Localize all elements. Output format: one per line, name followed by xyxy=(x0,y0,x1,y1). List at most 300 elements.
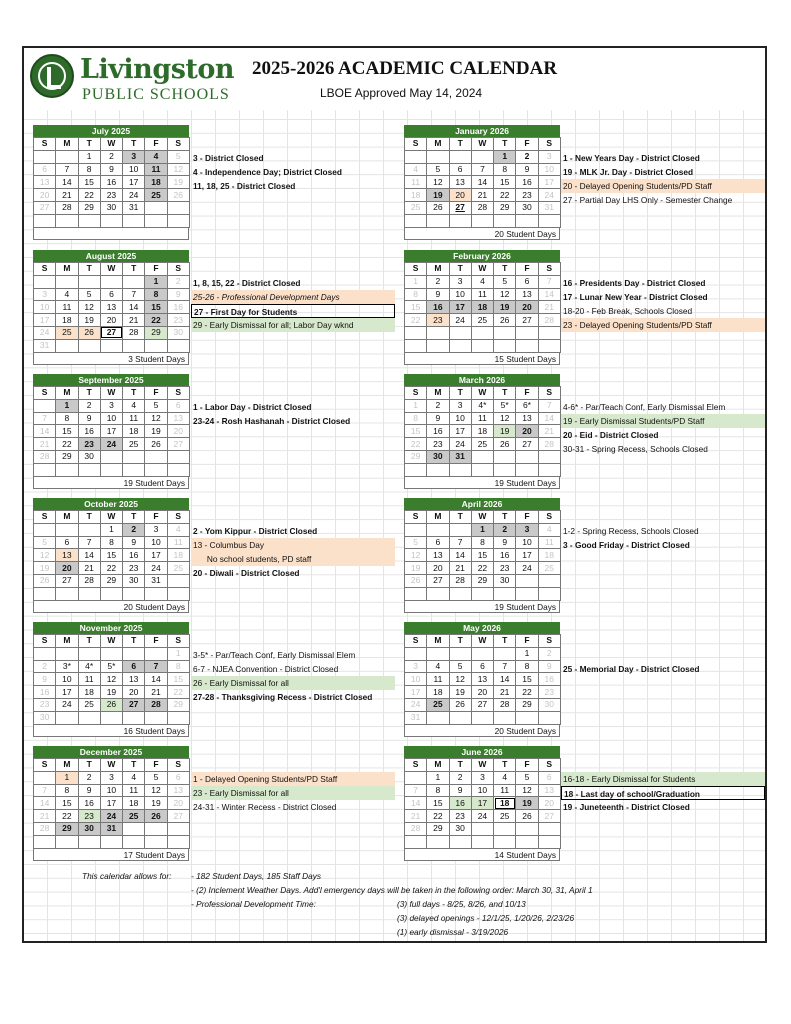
weekday-header: M xyxy=(427,387,449,400)
student-days-count: 20 Student Days xyxy=(404,228,560,240)
weekday-header: S xyxy=(538,387,560,400)
event-note: 19 - MLK Jr. Day - District Closed xyxy=(563,167,694,177)
empty-cell xyxy=(100,450,122,463)
day-cell: 25 xyxy=(145,189,167,202)
day-cell: 27 xyxy=(34,201,56,214)
event-note: 1-2 - Spring Recess, Schools Closed xyxy=(563,526,699,536)
weekday-header: F xyxy=(516,263,538,276)
day-cell: 18 xyxy=(123,425,145,438)
empty-cell xyxy=(145,835,167,848)
empty-cell xyxy=(494,326,516,339)
event-note: 23 - Early Dismissal for all xyxy=(191,786,395,800)
empty-cell xyxy=(449,463,471,476)
weekday-header: S xyxy=(34,138,56,151)
weekday-header: S xyxy=(167,635,189,648)
empty-cell xyxy=(427,150,449,163)
day-cell: 13 xyxy=(471,673,493,686)
empty-cell xyxy=(123,339,145,352)
empty-cell xyxy=(78,647,100,660)
day-cell: 6 xyxy=(100,288,122,301)
month-jul xyxy=(33,125,189,240)
weekday-header: T xyxy=(449,138,471,151)
day-cell: 16 xyxy=(427,425,449,438)
day-cell: 1 xyxy=(471,523,493,536)
day-cell: 11 xyxy=(494,784,516,797)
empty-cell xyxy=(167,201,189,214)
day-cell: 6 xyxy=(538,771,560,784)
day-cell: 5 xyxy=(167,150,189,163)
day-cell: 9 xyxy=(538,660,560,673)
calendar-page xyxy=(22,46,767,943)
footer-line-days: - 182 Student Days, 185 Staff Days xyxy=(191,871,322,881)
header xyxy=(24,48,765,110)
day-cell: 16 xyxy=(538,673,560,686)
empty-cell xyxy=(145,339,167,352)
empty-cell xyxy=(516,574,538,587)
day-cell: 11 xyxy=(145,163,167,176)
day-cell: 7 xyxy=(538,399,560,412)
weekday-header: S xyxy=(34,387,56,400)
month-notes-mar xyxy=(561,400,765,456)
month-dec xyxy=(33,746,189,861)
day-cell: 10 xyxy=(405,673,427,686)
day-cell: 12 xyxy=(427,176,449,189)
day-cell: 19 xyxy=(100,686,122,699)
day-cell: 20 xyxy=(516,301,538,314)
day-cell: 16 xyxy=(449,797,471,810)
school-subtitle: PUBLIC SCHOOLS xyxy=(82,86,230,103)
empty-cell xyxy=(145,822,167,835)
approval-note: LBOE Approved May 14, 2024 xyxy=(320,86,483,100)
empty-cell xyxy=(78,587,100,600)
day-cell: 26 xyxy=(449,698,471,711)
day-cell: 17 xyxy=(123,176,145,189)
empty-cell xyxy=(516,450,538,463)
day-cell: 8 xyxy=(427,784,449,797)
day-cell: 4 xyxy=(167,523,189,536)
empty-cell xyxy=(471,450,493,463)
empty-cell xyxy=(405,587,427,600)
day-cell: 10 xyxy=(145,536,167,549)
empty-cell xyxy=(167,339,189,352)
day-cell: 15 xyxy=(145,301,167,314)
day-cell: 1 xyxy=(100,523,122,536)
day-cell: 8 xyxy=(516,660,538,673)
weekday-header: T xyxy=(123,387,145,400)
day-cell: 10 xyxy=(34,301,56,314)
day-cell: 6 xyxy=(427,536,449,549)
day-cell: 2 xyxy=(100,150,122,163)
event-note: 4 - Independence Day; District Closed xyxy=(193,167,342,177)
day-cell: 25 xyxy=(167,562,189,575)
weekday-header: T xyxy=(449,387,471,400)
day-cell: 8 xyxy=(405,412,427,425)
day-cell: 17 xyxy=(100,425,122,438)
day-cell: 27 xyxy=(516,314,538,327)
event-note xyxy=(561,648,765,662)
empty-cell xyxy=(471,587,493,600)
day-cell: 25 xyxy=(494,810,516,823)
day-cell: 19 xyxy=(145,797,167,810)
empty-cell xyxy=(100,214,122,227)
day-cell: 4 xyxy=(145,150,167,163)
day-cell: 3 xyxy=(100,771,122,784)
day-cell: 12 xyxy=(494,288,516,301)
day-cell: 3 xyxy=(449,399,471,412)
day-cell: 16 xyxy=(494,549,516,562)
weekday-header: S xyxy=(167,387,189,400)
day-cell: 3 xyxy=(123,150,145,163)
day-cell: 23 xyxy=(167,314,189,327)
day-cell: 14 xyxy=(449,549,471,562)
day-cell: 9 xyxy=(427,412,449,425)
weekday-header: T xyxy=(449,759,471,772)
empty-cell xyxy=(494,822,516,835)
event-note: 16 - Presidents Day - District Closed xyxy=(563,278,706,288)
day-cell: 1 xyxy=(78,150,100,163)
empty-cell xyxy=(471,150,493,163)
day-cell: 28 xyxy=(123,326,145,339)
weekday-header: F xyxy=(145,511,167,524)
event-note: 18 - Last day of school/Graduation xyxy=(561,786,765,800)
empty-cell xyxy=(34,771,56,784)
day-cell: 14 xyxy=(538,412,560,425)
day-cell: 10 xyxy=(56,673,78,686)
empty-cell xyxy=(78,463,100,476)
day-cell: 23 xyxy=(538,686,560,699)
day-cell: 8 xyxy=(167,660,189,673)
event-note: 3 - District Closed xyxy=(193,153,264,163)
day-cell: 21 xyxy=(145,686,167,699)
empty-cell xyxy=(34,150,56,163)
day-cell: 29 xyxy=(100,574,122,587)
empty-cell xyxy=(538,574,560,587)
day-cell: 18 xyxy=(471,425,493,438)
day-cell: 16 xyxy=(100,176,122,189)
day-cell: 7 xyxy=(78,536,100,549)
empty-cell xyxy=(405,835,427,848)
day-cell: 23 xyxy=(100,189,122,202)
day-cell: 30 xyxy=(538,698,560,711)
day-cell: 11 xyxy=(167,536,189,549)
weekday-header: S xyxy=(405,759,427,772)
event-note: 25 - Memorial Day - District Closed xyxy=(563,664,700,674)
empty-cell xyxy=(145,214,167,227)
day-cell: 6 xyxy=(56,536,78,549)
weekday-header: M xyxy=(427,263,449,276)
weekday-header: M xyxy=(427,511,449,524)
day-cell: 10 xyxy=(449,288,471,301)
day-cell: 4 xyxy=(538,523,560,536)
day-cell: 12 xyxy=(494,412,516,425)
empty-cell xyxy=(494,587,516,600)
day-cell: 20 xyxy=(167,425,189,438)
day-cell: 24 xyxy=(34,326,56,339)
day-cell: 10 xyxy=(100,412,122,425)
footer-pd-full-days: (3) full days - 8/25, 8/26, and 10/13 xyxy=(397,899,526,909)
footer-pd-early: (1) early dismissal - 3/19/2026 xyxy=(397,927,509,937)
weekday-header: T xyxy=(78,635,100,648)
day-cell: 31 xyxy=(100,822,122,835)
day-cell: 28 xyxy=(78,574,100,587)
month-title: April 2026 xyxy=(404,498,560,510)
day-cell: 24 xyxy=(449,314,471,327)
weekday-header: T xyxy=(494,759,516,772)
day-cell: 5 xyxy=(78,288,100,301)
empty-cell xyxy=(471,463,493,476)
day-cell: 9 xyxy=(427,288,449,301)
day-cell: 18 xyxy=(494,797,516,810)
day-cell: 28 xyxy=(538,314,560,327)
empty-cell xyxy=(123,835,145,848)
empty-cell xyxy=(516,711,538,724)
weekday-header: M xyxy=(427,759,449,772)
day-cell: 3 xyxy=(538,150,560,163)
empty-cell xyxy=(56,523,78,536)
weekday-header: T xyxy=(123,635,145,648)
weekday-header: T xyxy=(494,138,516,151)
month-title: June 2026 xyxy=(404,746,560,758)
empty-cell xyxy=(56,150,78,163)
empty-cell xyxy=(516,214,538,227)
month-notes-dec xyxy=(191,772,395,814)
day-cell: 2 xyxy=(78,399,100,412)
day-cell: 24 xyxy=(538,189,560,202)
day-cell: 4 xyxy=(471,275,493,288)
day-cell: 14 xyxy=(34,425,56,438)
empty-cell xyxy=(167,587,189,600)
day-cell: 2 xyxy=(34,660,56,673)
day-cell: 26 xyxy=(34,574,56,587)
day-cell: 24 xyxy=(516,562,538,575)
day-cell: 28 xyxy=(471,201,493,214)
weekday-header: F xyxy=(145,759,167,772)
day-cell: 30 xyxy=(78,822,100,835)
event-note: 20 - Eid - District Closed xyxy=(563,430,659,440)
day-cell: 21 xyxy=(538,425,560,438)
day-cell: 13 xyxy=(100,301,122,314)
day-cell: 7 xyxy=(123,288,145,301)
empty-cell xyxy=(123,275,145,288)
day-cell: 29 xyxy=(145,326,167,339)
weekday-header: S xyxy=(538,263,560,276)
month-title: August 2025 xyxy=(33,250,189,262)
event-note: 26 - Early Dismissal for all xyxy=(191,676,395,690)
month-notes-apr xyxy=(561,524,765,552)
day-cell: 23 xyxy=(123,562,145,575)
day-cell: 29 xyxy=(494,201,516,214)
empty-cell xyxy=(494,450,516,463)
day-cell: 27 xyxy=(449,201,471,214)
day-cell: 21 xyxy=(34,438,56,451)
footer-line-weather: - (2) Inclement Weather Days. Add'l emergency days will be taken in the following order: March 30, 31, April 1 xyxy=(191,885,593,895)
empty-cell xyxy=(494,835,516,848)
weekday-header: W xyxy=(100,138,122,151)
day-cell: 27 xyxy=(471,698,493,711)
day-cell: 5 xyxy=(405,536,427,549)
day-cell: 19 xyxy=(145,425,167,438)
weekday-header: W xyxy=(100,759,122,772)
day-cell: 12 xyxy=(145,784,167,797)
day-cell: 19 xyxy=(449,686,471,699)
day-cell: 6 xyxy=(471,660,493,673)
day-cell: 27 xyxy=(427,574,449,587)
day-cell: 22 xyxy=(494,189,516,202)
day-cell: 20 xyxy=(56,562,78,575)
day-cell: 20 xyxy=(34,189,56,202)
empty-cell xyxy=(471,822,493,835)
day-cell: 11 xyxy=(405,176,427,189)
weekday-header: F xyxy=(516,635,538,648)
day-cell: 26 xyxy=(427,201,449,214)
empty-cell xyxy=(405,523,427,536)
day-cell: 13 xyxy=(538,784,560,797)
day-cell: 4 xyxy=(494,771,516,784)
day-cell: 13 xyxy=(34,176,56,189)
day-cell: 29 xyxy=(405,450,427,463)
event-note: 13 - Columbus Day xyxy=(191,538,395,552)
day-cell: 18 xyxy=(538,549,560,562)
empty-cell xyxy=(78,711,100,724)
empty-cell xyxy=(427,214,449,227)
day-cell: 23 xyxy=(34,698,56,711)
empty-cell xyxy=(123,711,145,724)
empty-cell xyxy=(167,835,189,848)
day-cell: 15 xyxy=(494,176,516,189)
day-cell: 14 xyxy=(123,301,145,314)
empty-cell xyxy=(494,647,516,660)
empty-cell xyxy=(405,339,427,352)
empty-cell xyxy=(449,711,471,724)
empty-cell xyxy=(145,711,167,724)
day-cell: 22 xyxy=(145,314,167,327)
day-cell: 29 xyxy=(56,822,78,835)
student-days-count: 17 Student Days xyxy=(33,849,189,861)
day-cell: 15 xyxy=(167,673,189,686)
day-cell: 17 xyxy=(516,549,538,562)
day-cell: 17 xyxy=(471,797,493,810)
day-cell: 29 xyxy=(167,698,189,711)
empty-cell xyxy=(538,711,560,724)
empty-cell xyxy=(56,835,78,848)
day-cell: 30 xyxy=(449,822,471,835)
day-cell: 2 xyxy=(167,275,189,288)
empty-cell xyxy=(100,463,122,476)
day-cell: 22 xyxy=(56,438,78,451)
day-cell: 17 xyxy=(449,301,471,314)
day-cell: 23 xyxy=(78,810,100,823)
day-cell: 22 xyxy=(405,314,427,327)
day-cell: 26 xyxy=(100,698,122,711)
day-cell: 24 xyxy=(56,698,78,711)
student-days-count: 3 Student Days xyxy=(33,353,189,365)
empty-cell xyxy=(471,326,493,339)
day-cell: 15 xyxy=(100,549,122,562)
day-cell: 9 xyxy=(449,784,471,797)
day-cell: 3 xyxy=(471,771,493,784)
day-cell: 18 xyxy=(167,549,189,562)
weekday-header: S xyxy=(167,138,189,151)
weekday-header: F xyxy=(516,759,538,772)
empty-cell xyxy=(449,150,471,163)
empty-cell xyxy=(427,463,449,476)
day-cell: 25 xyxy=(123,438,145,451)
empty-cell xyxy=(100,275,122,288)
day-cell: 8 xyxy=(405,288,427,301)
event-note: 1, 8, 15, 22 - District Closed xyxy=(193,278,301,288)
day-cell: 16 xyxy=(78,425,100,438)
day-cell: 9 xyxy=(516,163,538,176)
weekday-header: M xyxy=(56,511,78,524)
day-cell: 19 xyxy=(405,562,427,575)
day-cell: 9 xyxy=(494,536,516,549)
day-cell: 7 xyxy=(449,536,471,549)
day-cell: 31 xyxy=(145,574,167,587)
day-cell: 16 xyxy=(123,549,145,562)
day-cell: 22 xyxy=(471,562,493,575)
day-cell: 2 xyxy=(538,647,560,660)
day-cell: 20 xyxy=(449,189,471,202)
weekday-header: W xyxy=(100,387,122,400)
event-note: 20 - Delayed Opening Students/PD Staff xyxy=(561,179,765,193)
empty-cell xyxy=(123,587,145,600)
empty-cell xyxy=(538,587,560,600)
weekday-header: W xyxy=(100,635,122,648)
day-cell: 4* xyxy=(78,660,100,673)
day-cell: 15 xyxy=(471,549,493,562)
empty-cell xyxy=(167,574,189,587)
weekday-header: T xyxy=(449,511,471,524)
day-cell: 26 xyxy=(145,438,167,451)
day-cell: 8 xyxy=(145,288,167,301)
empty-cell xyxy=(145,647,167,660)
empty-cell xyxy=(427,711,449,724)
empty-cell xyxy=(56,275,78,288)
weekday-header: S xyxy=(34,511,56,524)
day-cell: 28 xyxy=(405,822,427,835)
month-jan xyxy=(404,125,560,240)
empty-cell xyxy=(427,326,449,339)
weekday-header: M xyxy=(56,138,78,151)
event-note: 4-6* - Par/Teach Conf, Early Dismissal Elem xyxy=(563,402,726,412)
empty-cell xyxy=(100,587,122,600)
day-cell: 9 xyxy=(78,412,100,425)
weekday-header: S xyxy=(34,759,56,772)
weekday-header: S xyxy=(405,511,427,524)
day-cell: 27 xyxy=(538,810,560,823)
weekday-header: S xyxy=(405,138,427,151)
day-cell: 2 xyxy=(78,771,100,784)
day-cell: 5* xyxy=(494,399,516,412)
day-cell: 5 xyxy=(427,163,449,176)
weekday-header: T xyxy=(494,387,516,400)
day-cell: 29 xyxy=(78,201,100,214)
empty-cell xyxy=(471,339,493,352)
day-cell: 27 xyxy=(100,326,122,339)
day-cell: 26 xyxy=(494,438,516,451)
day-cell: 2 xyxy=(427,399,449,412)
empty-cell xyxy=(100,339,122,352)
weekday-header: W xyxy=(100,511,122,524)
day-cell: 29 xyxy=(516,698,538,711)
event-note: 3-5* - Par/Teach Conf, Early Dismissal Elem xyxy=(193,650,356,660)
weekday-header: F xyxy=(145,138,167,151)
day-cell: 7 xyxy=(56,163,78,176)
month-aug xyxy=(33,250,189,365)
event-note: No school students, PD staff xyxy=(191,552,395,566)
day-cell: 30 xyxy=(34,711,56,724)
month-notes-jun xyxy=(561,772,765,814)
